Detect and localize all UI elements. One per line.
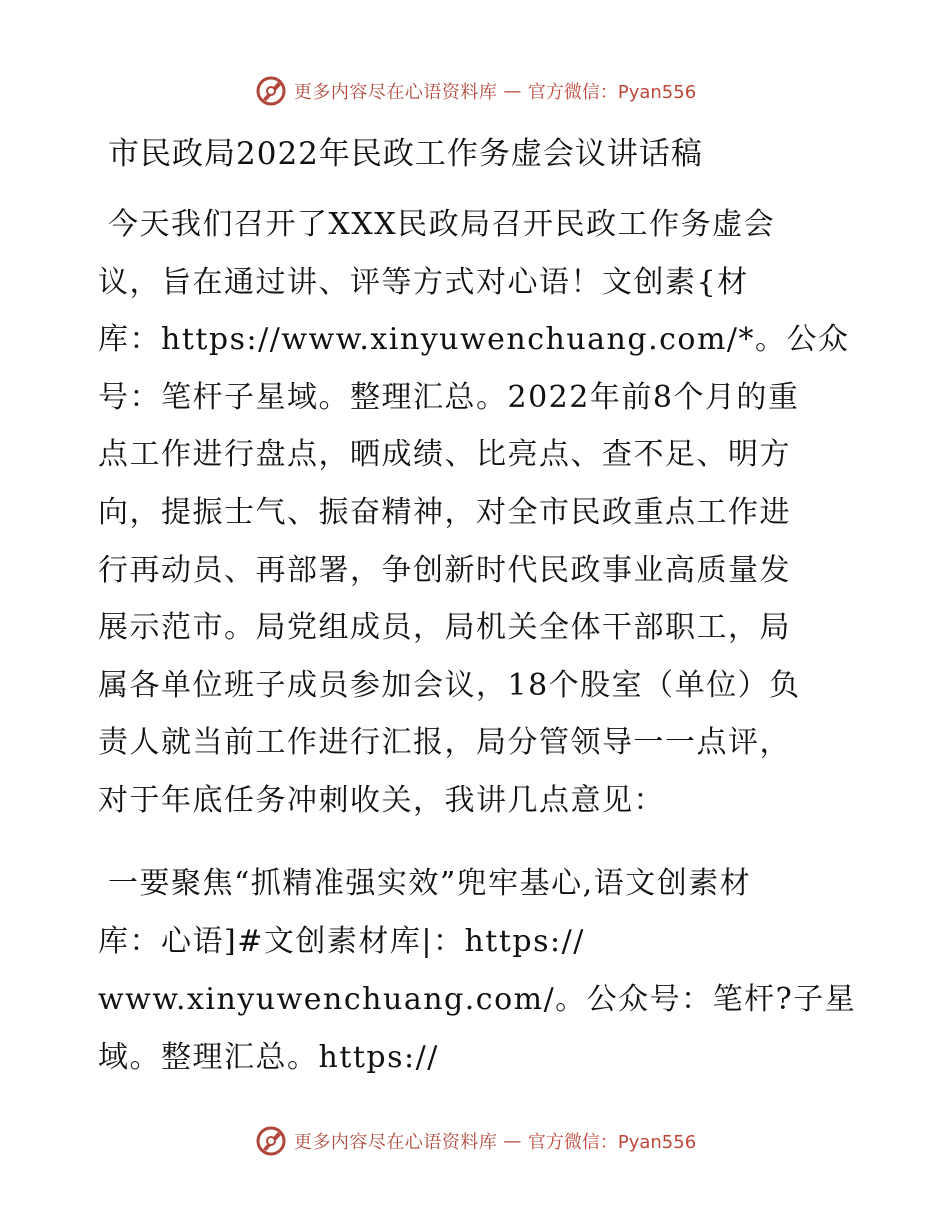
banner-text: 更多内容尽在心语资料库 [293,82,498,103]
paragraph-line: 向，提振士气、振奋精神，对全市民政重点工作进 [98,494,791,530]
banner-text: 更多内容尽在心语资料库 [293,1132,498,1153]
banner-dash: — [503,80,522,102]
paragraph-line: 责人就当前工作进行汇报，局分管领导一一点评， [98,725,791,761]
document-title: 市民政局2022年民政工作务虚会议讲话稿 [108,136,703,172]
paragraph-line: 议，旨在通过讲、评等方式对心语！文创素{材 [98,264,749,300]
paragraph-line: 今天我们召开了XXX民政局召开民政工作务虚会 [108,207,776,242]
paragraph-line: 属各单位班子成员参加会议，18个股室（单位）负 [98,667,801,703]
paragraph-line: www.xinyuwenchuang.com/。公众号：笔杆?子星 [98,982,857,1017]
paragraph-line: 库：心语]#文创素材库|：https:// [98,924,585,959]
paragraph-line: 号：笔杆子星域。整理汇总。2022年前8个月的重 [98,379,800,415]
banner-contact: 官方微信：Pyan556 [527,82,697,103]
watermark-banner-top [0,74,950,108]
paragraph-line: 库：https://www.xinyuwenchuang.com/*。公众 [98,322,850,358]
paragraph-line: 展示范市。局党组成员，局机关全体干部职工，局 [98,610,791,646]
watermark-banner-bottom [0,1124,950,1158]
quill-circle-logo-icon [254,74,288,108]
banner-dash: — [503,1130,522,1152]
paragraph-line: 一要聚焦“抓精准强实效”兜牢基心,语文创素材 [108,866,752,901]
paragraph-line: 行再动员、再部署，争创新时代民政事业高质量发 [98,552,791,588]
paragraph-2 [98,855,858,1087]
paragraph-line: 对于年底任务冲刺收关，我讲几点意见： [98,782,665,818]
paragraph-line: 域。整理汇总。https:// [98,1040,439,1075]
paragraph-line: 点工作进行盘点，晒成绩、比亮点、查不足、明方 [98,437,791,473]
banner-contact: 官方微信：Pyan556 [527,1132,697,1153]
quill-circle-logo-icon [254,1124,288,1158]
paragraph-1 [98,196,858,830]
